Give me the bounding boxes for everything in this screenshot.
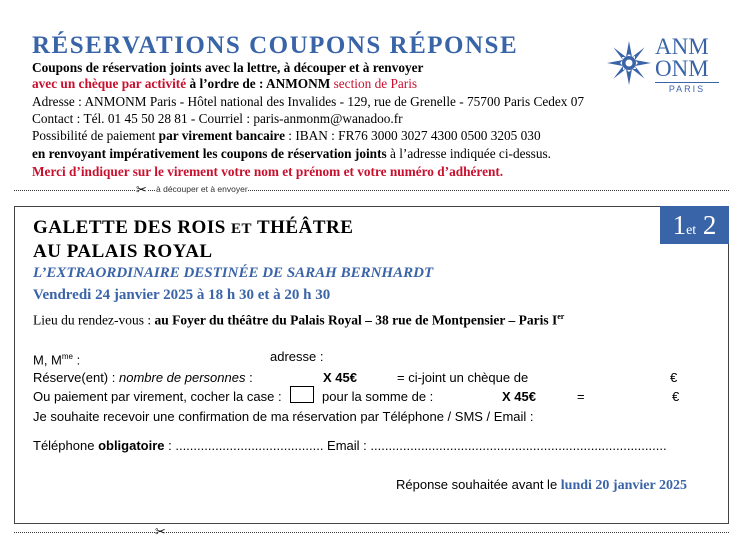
reserve-prefix: Réserve(ent) : bbox=[33, 370, 119, 385]
phone-obligatoire: obligatoire bbox=[98, 438, 165, 453]
location-label: Lieu du rendez-vous : bbox=[33, 312, 155, 328]
header-address: Adresse : ANMONM Paris - Hôtel national des Invalides - 129, rue de Grenelle - 75700 Paris Cedex 07 bbox=[32, 94, 585, 109]
badge-et: et bbox=[686, 223, 697, 238]
somme-label: pour la somme de : bbox=[322, 389, 434, 404]
location-sup: er bbox=[557, 312, 565, 321]
payment-bold: par virement bancaire bbox=[158, 128, 285, 143]
renvoi-rest: à l’adresse indiquée ci-dessus. bbox=[386, 146, 551, 161]
cut-line-bottom bbox=[14, 532, 729, 533]
phone-label: Téléphone bbox=[33, 438, 99, 453]
badge-right: 2 bbox=[702, 210, 717, 240]
reserve-label bbox=[33, 370, 253, 386]
header-merci: Merci d’indiquer sur le virement votre nom et prénom et votre numéro d’adhérent. bbox=[32, 164, 504, 179]
coupon-number-badge bbox=[660, 206, 729, 244]
deadline-prefix: Réponse souhaitée avant le bbox=[396, 477, 561, 492]
cheque-red-text: avec un chèque par activité bbox=[32, 76, 187, 91]
phone-email-dots: : ......................................... Email : .................................................................................. bbox=[164, 438, 667, 453]
section-red-text: section de Paris bbox=[333, 76, 418, 91]
logo-line-anm: ANM bbox=[655, 34, 709, 59]
header-contact: Contact : Tél. 01 45 50 28 81 - Courriel : paris-anmonm@wanadoo.fr bbox=[32, 111, 403, 126]
event-title-line1 bbox=[33, 218, 353, 239]
cheque-order-text: à l’ordre de : ANMONM bbox=[186, 76, 334, 91]
header-line-cheque bbox=[32, 76, 417, 92]
deadline-line bbox=[396, 477, 687, 494]
event-title-part-a: GALETTE DES ROIS bbox=[33, 217, 232, 238]
cheque-label: = ci-joint un chèque de bbox=[397, 370, 529, 385]
price-per-person-1: X 45€ bbox=[323, 370, 357, 385]
location-value: au Foyer du théâtre du Palais Royal – 38 rue de Montpensier – Paris I bbox=[154, 312, 558, 328]
header-line-coupons: Coupons de réservation joints avec la lettre, à découper et à renvoyer bbox=[32, 60, 424, 75]
equals-sign: = bbox=[577, 389, 585, 404]
euro-sign-1: € bbox=[670, 370, 678, 385]
name-sup: me bbox=[61, 352, 74, 361]
address-field-label: adresse : bbox=[270, 349, 324, 364]
cut-line-top bbox=[14, 190, 729, 191]
header-renvoi bbox=[32, 146, 551, 162]
event-title-line2: AU PALAIS ROYAL bbox=[33, 241, 213, 262]
name-colon: : bbox=[73, 352, 81, 368]
price-per-person-2: X 45€ bbox=[502, 389, 536, 404]
logo-text bbox=[655, 36, 709, 80]
reserve-italic: nombre de personnes bbox=[118, 370, 246, 385]
event-date: Vendredi 24 janvier 2025 à 18 h 30 et à 20 h 30 bbox=[33, 287, 331, 303]
cut-label: à découper et à envoyer bbox=[156, 184, 248, 194]
payment-iban: : IBAN : FR76 3000 3027 4300 0500 3205 030 bbox=[284, 128, 541, 143]
logo-city: PARIS bbox=[655, 82, 719, 95]
page-title: RÉSERVATIONS COUPONS RÉPONSE bbox=[32, 32, 519, 59]
confirmation-label: Je souhaite recevoir une confirmation de ma réservation par Téléphone / SMS / Email : bbox=[33, 409, 534, 424]
anmonm-logo bbox=[606, 36, 726, 98]
scissors-icon: ✂ bbox=[136, 182, 147, 197]
renvoi-bold: en renvoyant impérativement les coupons de réservation joints bbox=[32, 146, 387, 161]
virement-label: Ou paiement par virement, cocher la case : bbox=[33, 389, 282, 404]
deadline-date: lundi 20 janvier 2025 bbox=[560, 478, 687, 493]
name-field-label bbox=[33, 349, 80, 368]
badge-left: 1 bbox=[672, 210, 687, 240]
event-title-part-c: THÉÂTRE bbox=[252, 217, 354, 238]
scissors-bottom-icon: ✂ bbox=[155, 524, 166, 539]
phone-email-line bbox=[33, 438, 667, 454]
name-label: M, M bbox=[33, 352, 62, 368]
payment-prefix: Possibilité de paiement bbox=[32, 128, 159, 143]
reserve-colon: : bbox=[245, 370, 253, 385]
event-location bbox=[33, 309, 564, 329]
euro-sign-2: € bbox=[672, 389, 680, 404]
event-title-et: ET bbox=[231, 221, 253, 237]
header-payment bbox=[32, 128, 541, 144]
star-emblem-icon bbox=[606, 40, 652, 86]
logo-line-onm: ONM bbox=[655, 56, 709, 81]
event-subtitle: L’EXTRAORDINAIRE DESTINÉE DE SARAH BERNHARDT bbox=[33, 265, 434, 281]
virement-checkbox[interactable] bbox=[290, 386, 314, 403]
